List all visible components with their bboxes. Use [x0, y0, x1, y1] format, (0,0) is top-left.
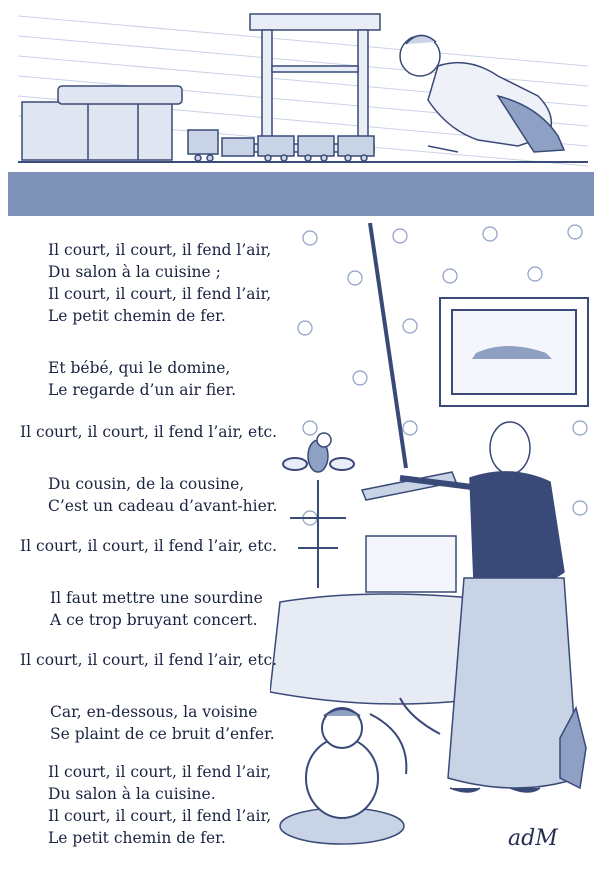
poem-line: Le regarde d’un air fier. [48, 381, 236, 399]
poem-line: Le petit chemin de fer. [48, 307, 226, 325]
artist-signature: adM [508, 826, 558, 851]
framed-picture-icon [440, 298, 588, 406]
poem-line: C’est un cadeau d’avant-hier. [48, 497, 278, 515]
poem-refrain: Il court, il court, il fend l’air, etc. [20, 651, 278, 669]
poem-line: Du cousin, de la cousine, [48, 475, 245, 493]
poem-refrain: Il court, il court, il fend l’air, etc. [20, 537, 278, 555]
poem-line: Il court, il court, il fend l’air, [48, 285, 272, 303]
right-illustration [270, 218, 595, 858]
poem-line: Du salon à la cuisine ; [48, 263, 221, 281]
poem-line: A ce trop bruyant concert. [50, 611, 258, 629]
poem-line: Il court, il court, il fend l’air, [48, 763, 272, 781]
poem-refrain: Il court, il court, il fend l’air, etc. [20, 423, 278, 441]
poem-line: Du salon à la cuisine. [48, 785, 216, 803]
poem-line: Il faut mettre une sourdine [50, 589, 263, 607]
poem-line: Se plaint de ce bruit d’enfer. [50, 725, 275, 743]
poem-line: Le petit chemin de fer. [48, 829, 226, 847]
poem-line: Et bébé, qui le domine, [48, 359, 231, 377]
poem-line: Car, en-dessous, la voisine [50, 703, 258, 721]
poem-line: Il court, il court, il fend l’air, [48, 241, 272, 259]
poem-line: Il court, il court, il fend l’air, [48, 807, 272, 825]
